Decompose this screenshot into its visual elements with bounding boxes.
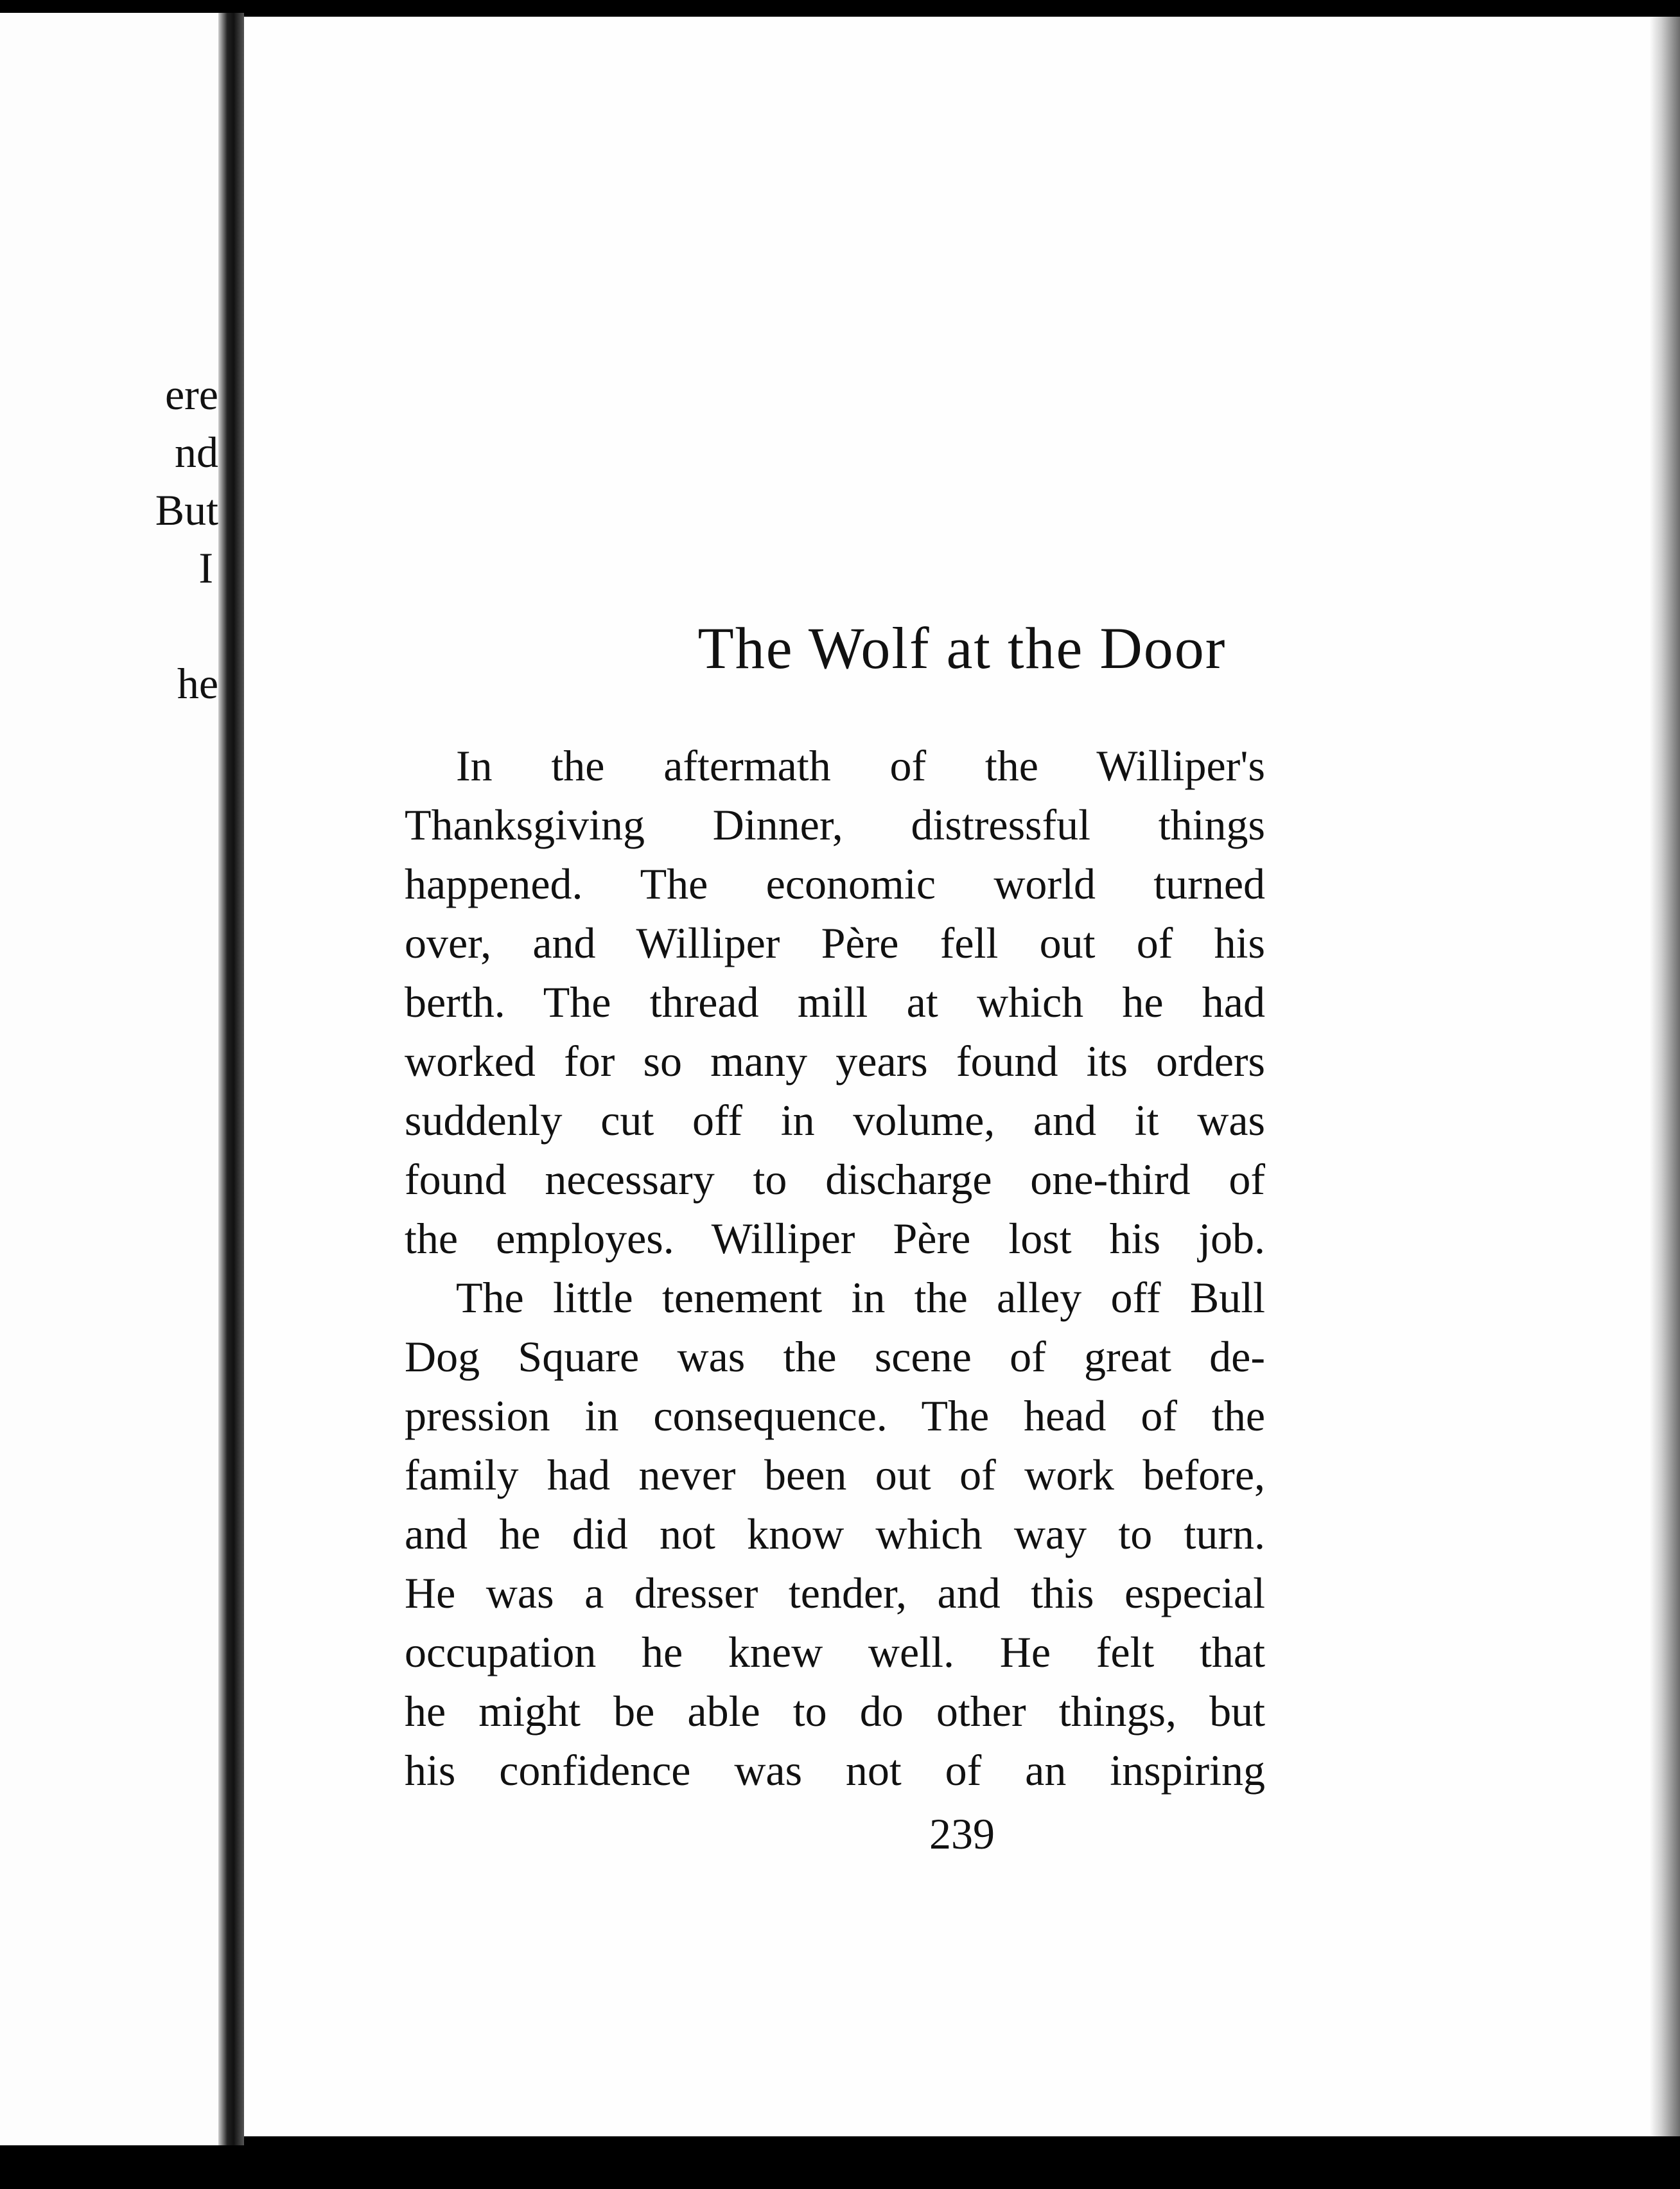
left-page-fragment: I bbox=[198, 543, 213, 592]
text-line: found necessary to discharge one-third of bbox=[405, 1155, 1265, 1204]
text-line: pression in consequence. The head of the bbox=[405, 1391, 1265, 1440]
text-line: suddenly cut off in volume, and it was bbox=[405, 1096, 1265, 1145]
text-line: worked for so many years found its orders bbox=[405, 1037, 1265, 1086]
text-line: over, and Williper Père fell out of his bbox=[405, 919, 1265, 967]
text-line: his confidence was not of an inspiring bbox=[405, 1746, 1265, 1795]
text-line: The little tenement in the alley off Bull bbox=[456, 1273, 1265, 1322]
body-text bbox=[405, 736, 1265, 1800]
text-line: He was a dresser tender, and this especial bbox=[405, 1569, 1265, 1617]
left-page-fragment: he bbox=[177, 659, 218, 708]
text-line: berth. The thread mill at which he had bbox=[405, 978, 1265, 1026]
text-line: happened. The economic world turned bbox=[405, 859, 1265, 908]
text-line: the employes. Williper Père lost his job. bbox=[405, 1214, 1265, 1263]
left-page-fragment: ere bbox=[164, 370, 218, 419]
text-line: Dog Square was the scene of great de- bbox=[405, 1332, 1265, 1381]
text-line: and he did not know which way to turn. bbox=[405, 1509, 1265, 1558]
text-line: Thanksgiving Dinner, distressful things bbox=[405, 800, 1265, 849]
page-edge-shadow bbox=[1649, 17, 1680, 2136]
left-page bbox=[0, 13, 218, 2145]
text-line: In the aftermath of the Williper's bbox=[456, 741, 1265, 790]
text-line: occupation he knew well. He felt that bbox=[405, 1628, 1265, 1676]
text-line: family had never been out of work before, bbox=[405, 1450, 1265, 1499]
left-page-fragment: But bbox=[155, 486, 218, 534]
chapter-title: The Wolf at the Door bbox=[697, 615, 1227, 681]
text-line: he might be able to do other things, but bbox=[405, 1687, 1265, 1736]
page-number: 239 bbox=[929, 1809, 995, 1858]
book-gutter bbox=[218, 13, 244, 2145]
right-page bbox=[244, 17, 1680, 2136]
left-page-fragment: nd bbox=[175, 428, 218, 477]
